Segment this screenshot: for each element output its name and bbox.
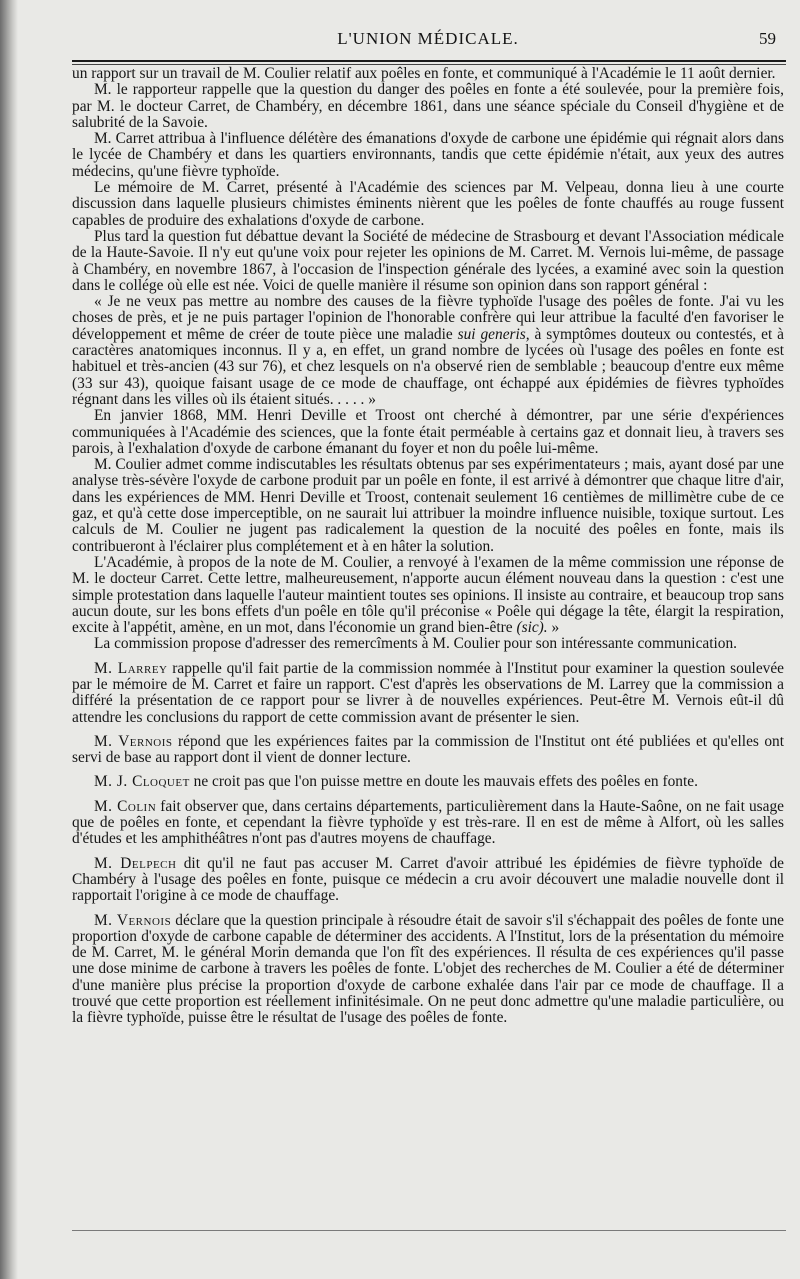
paragraph-velpeau: Le mémoire de M. Carret, présenté à l'Académie des sciences par M. Velpeau, donna lieu à une courte discussion dans laquelle plusieurs chimistes éminents nièrent que les poêles de fonte chauffés au rouge fussent capables de produire des exhalations d'oxyde de carbone.: [72, 179, 784, 229]
speech-text: fait observer que, dans certains départements, particulièrement dans la Haute-Saône, on ne fait usage que de poêles en fonte, et cependant la fièvre typhoïde y est très-rare. Il en est de même à Alfort, où les salles d'études et les amphithéâtres n'ont pas d'autres moyens de chauffage.: [72, 797, 785, 848]
speech-text: déclare que la question principale à résoudre était de savoir s'il s'échappait des poêles de fonte une proportion d'oxyde de carbone capable de déterminer des accidents. A l'Institut, lors de la présentation du mémoire de M. Carret, M. le général Morin demanda que l'on fît des expériences. Il résulta de ces expériences qu'il passe une dose minime de carbone à travers les poêles de fonte. L'objet des recherches de M. Coulier a été de déterminer d'une manière plus précise la proportion d'oxyde de carbone exhalée dans l'air par ce mode de chauffage. Il a trouvé que cette proportion est réellement infinitésimale. On ne peut donc admettre qu'une maladie particulière, ou la fièvre typhoïde, puisse être le résultat de l'usage des poêles de fonte.: [72, 911, 784, 1027]
speech-paragraph: [72, 799, 784, 848]
speaker-name: M. Vernois: [94, 911, 172, 929]
running-title: L'UNION MÉDICALE.: [337, 29, 519, 48]
paragraph-deville-troost: En janvier 1868, MM. Henri Deville et Troost ont cherché à démontrer, par une série d'expériences communiquées à l'Académie des sciences, que la fonte était perméable à certains gaz et donnait lieu, à travers ses parois, à l'exhalation d'oxyde de carbone émanant du foyer et non du poêle lui-même.: [72, 407, 784, 457]
paragraph-commission-reply: [72, 555, 784, 636]
speaker-name: M. J. Cloquet: [94, 773, 190, 791]
paragraph-closing: La commission propose d'adresser des remercîments à M. Coulier pour son intéressante communication.: [94, 635, 738, 653]
speech-text: dit qu'il ne faut pas accuser M. Carret d'avoir attribué les épidémies de fièvre typhoïde de Chambéry à l'usage des poêles en fonte, puisque ce médecin a cru avoir découvert une maladie nouvelle dont il rapportait l'origine à ce mode de chauffage.: [72, 854, 784, 905]
quote-text: « Je ne veux pas mettre au nombre des causes de la fièvre typhoïde l'usage des poêles de fonte. J'ai vu les choses de près, et je ne puis partager l'opinion de l'honorable confrère qui leur attribue la faculté d'en favoriser le développement et même de créer de toute pièce une maladie: [72, 293, 784, 343]
speaker-name: M. Vernois: [94, 732, 173, 750]
quote-text-end: à symptômes douteux ou contestés, et à caractères anatomiques inconnus. Il y a, en effet, un grand nombre de lycées où l'usage des poêles en fonte est habituel et très-ancien (43 sur 76), et chez lesquels on n'a observé rien de semblable ; beaucoup d'entre eux même (33 sur 43), quoique faisant usage de ce mode de chauffage, ont échappé aux épidémies de fièvres typhoïdes régnant dans les villes où ils étaient situés. . . . . »: [72, 325, 784, 408]
speech-text: répond que les expériences faites par la commission de l'Institut ont été publiées et qu'elles ont servi de base au rapport dont il vient de donner lecture.: [72, 732, 784, 767]
page-header: [74, 28, 782, 52]
speech-paragraph: [72, 661, 784, 726]
quote-italic: sui generis,: [457, 325, 530, 343]
speech-paragraph: [72, 856, 784, 905]
commission-text-end: »: [547, 619, 560, 637]
paragraph-strasbourg: Plus tard la question fut débattue devant la Société de médecine de Strasbourg et devant l'Association médicale de la Haute-Savoie. Il n'y eut qu'une voix pour rejeter les opinions de M. Carret. M. Vernois lui-même, de passage à Chambéry, en novembre 1867, à l'occasion de l'inspection générale des lycées, a examiné avec soin la question dans le collége où elle est née. Voici de quelle manière il résume son opinion dans son rapport général :: [72, 227, 784, 294]
paragraph-coulier: M. Coulier admet comme indiscutables les résultats obtenus par ses expérimentateurs ; mais, ayant dosé par une analyse très-sévère l'oxyde de carbone produit par un poêle en fonte, il est arrivé à démontrer que chaque litre d'air, dans les expériences de MM. Henri Deville et Troost, contenait seulement 16 centièmes de millimètre cube de ce gaz, et qu'à cette dose imperceptible, on ne saurait lui attribuer la moindre influence nuisible, toxique surtout. Les calculs de M. Coulier ne jugent pas radicalement la question de la nocuité des poêles en fonte, mais ils contribueront à l'éclairer plus complétement et à en hâter la solution.: [72, 456, 784, 555]
speech-text: ne croit pas que l'on puisse mettre en doute les mauvais effets des poêles en fonte.: [189, 773, 698, 791]
page-gutter-shadow: [0, 0, 18, 1279]
speaker-name: M. Delpech: [94, 854, 177, 872]
page-number: 59: [759, 29, 776, 48]
paragraph-vernois-quote: [72, 294, 784, 408]
commission-italic: (sic).: [516, 619, 548, 637]
commission-text: L'Académie, à propos de la note de M. Coulier, a renvoyé à l'examen de la même commission une réponse de M. le docteur Carret. Cette lettre, malheureusement, n'apporte aucun élément nouveau dans la question : c'est une simple protestation dans laquelle l'auteur maintient toutes ses opinions. Il insiste au contraire, et beaucoup trop sans aucun doute, sur les bons effets d'un poêle en tôle qu'il préconise « Poêle qui dégage la tête, élargit la respiration, excite à l'appétit, amène, en un mot, dans l'économie un grand bien-être: [72, 553, 784, 637]
footer-rule: [72, 1230, 786, 1231]
speech-paragraph: [72, 734, 784, 767]
speech-paragraph: [72, 774, 784, 790]
speech-paragraph: [72, 913, 784, 1027]
article-body: [72, 66, 784, 1027]
paragraph-continuation: un rapport sur un travail de M. Coulier relatif aux poêles en fonte, et communiqué à l'Académie le 11 août dernier.: [72, 65, 776, 82]
speaker-name: M. Larrey: [94, 659, 168, 677]
header-rule: [72, 60, 786, 62]
speech-text: rappelle qu'il fait partie de la commission nommée à l'Institut pour examiner la question soulevée par le mémoire de M. Carret et faire un rapport. C'est d'après les observations de M. Larrey que la commission a différé la présentation de ce rapport pour se livrer à de nouvelles expériences. Peut-être M. Vernois eût-il dû attendre les conclusions du rapport de cette commission avant de présenter le sien.: [72, 659, 785, 726]
paragraph-rapporteur: M. le rapporteur rappelle que la question du danger des poêles en fonte a été soulevée, pour la première fois, par M. le docteur Carret, de Chambéry, en décembre 1861, dans une séance spéciale du Conseil d'hygiène et de salubrité de la Savoie.: [72, 81, 784, 131]
speaker-name: M. Colin: [94, 797, 157, 815]
paragraph-carret-epidemic: M. Carret attribua à l'influence délétère des émanations d'oxyde de carbone une épidémie qui régnait alors dans le lycée de Chambéry et dans les quartiers environnants, tandis que cette épidémie n'était, aux yeux des autres médecins, qu'une fièvre typhoïde.: [72, 130, 784, 180]
